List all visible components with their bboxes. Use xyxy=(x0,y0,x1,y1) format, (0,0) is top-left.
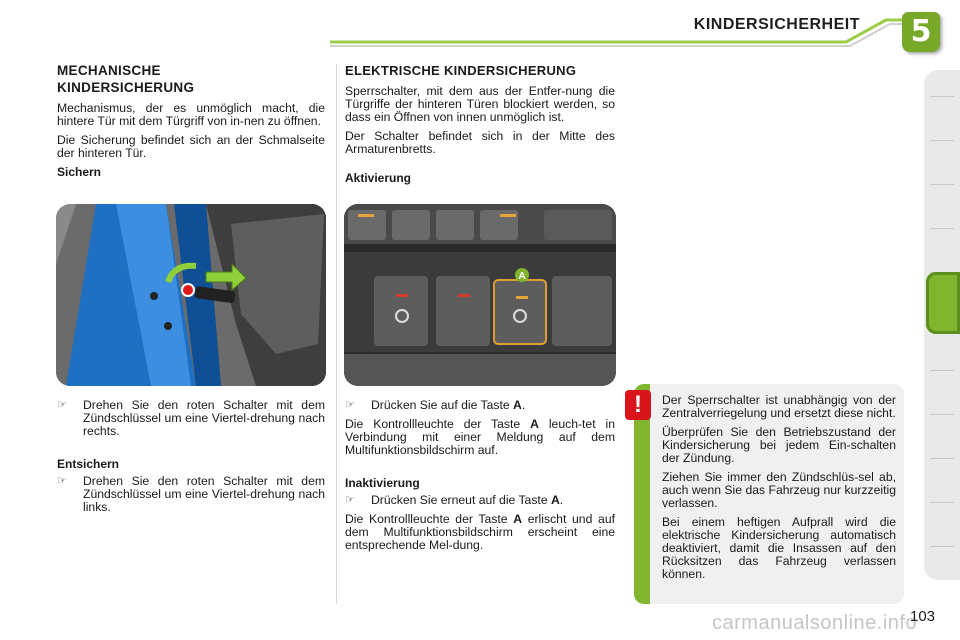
key-a: A xyxy=(530,417,539,431)
key-a: A xyxy=(513,398,522,412)
left-column-steps xyxy=(57,399,325,520)
electric-intro: Sperrschalter, mit dem aus der Entfer-nung die Türgriffe der hinteren Türen blockiert werden, so dass ein Öffnen von innen unmöglich ist. xyxy=(345,84,615,124)
tab-divider xyxy=(930,96,954,97)
left-column xyxy=(57,62,325,183)
deactivation-text-pre: Die Kontrollleuchte der Taste xyxy=(345,512,514,526)
note-paragraph: Der Sperrschalter ist unabhängig von der Zentralverriegelung und ersetzt diese nicht. xyxy=(662,393,896,420)
activation-step xyxy=(345,399,615,412)
door-lock-photo xyxy=(56,204,326,386)
section-title-line: KINDERSICHERUNG xyxy=(57,80,195,95)
chapter-title: KINDERSICHERHEIT xyxy=(693,16,860,33)
chapter-number: 5 xyxy=(902,12,940,52)
middle-column xyxy=(345,62,615,189)
section-title-line: MECHANISCHE xyxy=(57,63,161,78)
deactivation-step-text xyxy=(371,494,615,507)
deactivation-heading: Inaktivierung xyxy=(345,476,420,490)
chapter-tab-active[interactable] xyxy=(926,272,960,334)
section-title-mechanical xyxy=(57,62,325,96)
step-text: Drücken Sie erneut auf die Taste xyxy=(371,493,551,507)
note-paragraph: Überprüfen Sie den Betriebszustand der Kindersicherung bei jedem Ein-schalten der Zündung. xyxy=(662,425,896,465)
watermark: carmanualsonline.info xyxy=(712,612,918,634)
unlock-heading: Entsichern xyxy=(57,457,120,471)
electric-location: Der Schalter befindet sich in der Mitte des Armaturenbretts. xyxy=(345,129,615,156)
step-text: Drücken Sie auf die Taste xyxy=(371,398,514,412)
warning-icon: ! xyxy=(625,390,651,420)
page-number: 103 xyxy=(910,608,936,625)
lock-heading: Sichern xyxy=(57,165,102,179)
activation-step-text xyxy=(371,399,615,412)
section-title-electric: ELEKTRISCHE KINDERSICHERUNG xyxy=(345,63,577,78)
deactivation-text-post: erlischt und auf dem Multifunktionsbildschirm erscheint eine entsprechende Mel-dung. xyxy=(345,512,615,552)
finger-pointing-icon: ☞ xyxy=(57,399,67,411)
deactivation-text xyxy=(345,513,615,552)
note-paragraph: Bei einem heftigen Aufprall wird die elektrische Kindersicherung automatisch deaktiviert, damit die Insassen auf den Rücksitzen das Fahrzeug verlassen können. xyxy=(662,515,896,581)
location-text: Die Sicherung befindet sich an der Schmalseite der hinteren Tür. xyxy=(57,133,325,160)
dashboard-switch-photo xyxy=(344,204,616,386)
unlock-step xyxy=(57,475,325,514)
column-divider xyxy=(336,64,337,604)
intro-text: Mechanismus, der es unmöglich macht, die hintere Tür mit dem Türgriff von in-nen zu öffnen. xyxy=(57,101,325,128)
tab-divider xyxy=(930,140,954,141)
finger-pointing-icon: ☞ xyxy=(57,475,67,487)
tab-divider xyxy=(930,414,954,415)
tab-divider xyxy=(930,458,954,459)
warning-note xyxy=(634,384,904,604)
lock-step xyxy=(57,399,325,438)
tab-divider xyxy=(930,184,954,185)
tab-divider xyxy=(930,228,954,229)
deactivation-step xyxy=(345,494,615,507)
finger-pointing-icon: ☞ xyxy=(345,494,355,506)
tab-divider xyxy=(930,370,954,371)
activation-text xyxy=(345,418,615,457)
step-text-end: . xyxy=(559,493,564,507)
key-a: A xyxy=(513,512,523,526)
note-paragraph: Ziehen Sie immer den Zündschlüs-sel ab, auch wenn Sie das Fahrzeug nur kurzzeitig verlassen. xyxy=(662,470,896,510)
tab-divider xyxy=(930,502,954,503)
activation-heading: Aktivierung xyxy=(345,171,412,185)
lock-step-text: Drehen Sie den roten Schalter mit dem Zündschlüssel um eine Viertel-drehung nach rechts. xyxy=(83,398,325,438)
finger-pointing-icon: ☞ xyxy=(345,399,355,411)
callout-a-label: A xyxy=(518,271,526,282)
step-text-end: . xyxy=(521,398,526,412)
middle-column-steps xyxy=(345,399,615,558)
tab-divider xyxy=(930,546,954,547)
key-a: A xyxy=(550,493,560,507)
unlock-step-text: Drehen Sie den roten Schalter mit dem Zündschlüssel um eine Viertel-drehung nach links. xyxy=(83,474,325,514)
activation-text-pre: Die Kontrollleuchte der Taste xyxy=(345,417,531,431)
activation-text-post: leuch-tet in Verbindung mit einer Meldung auf dem Multifunktionsbildschirm auf. xyxy=(345,417,615,457)
